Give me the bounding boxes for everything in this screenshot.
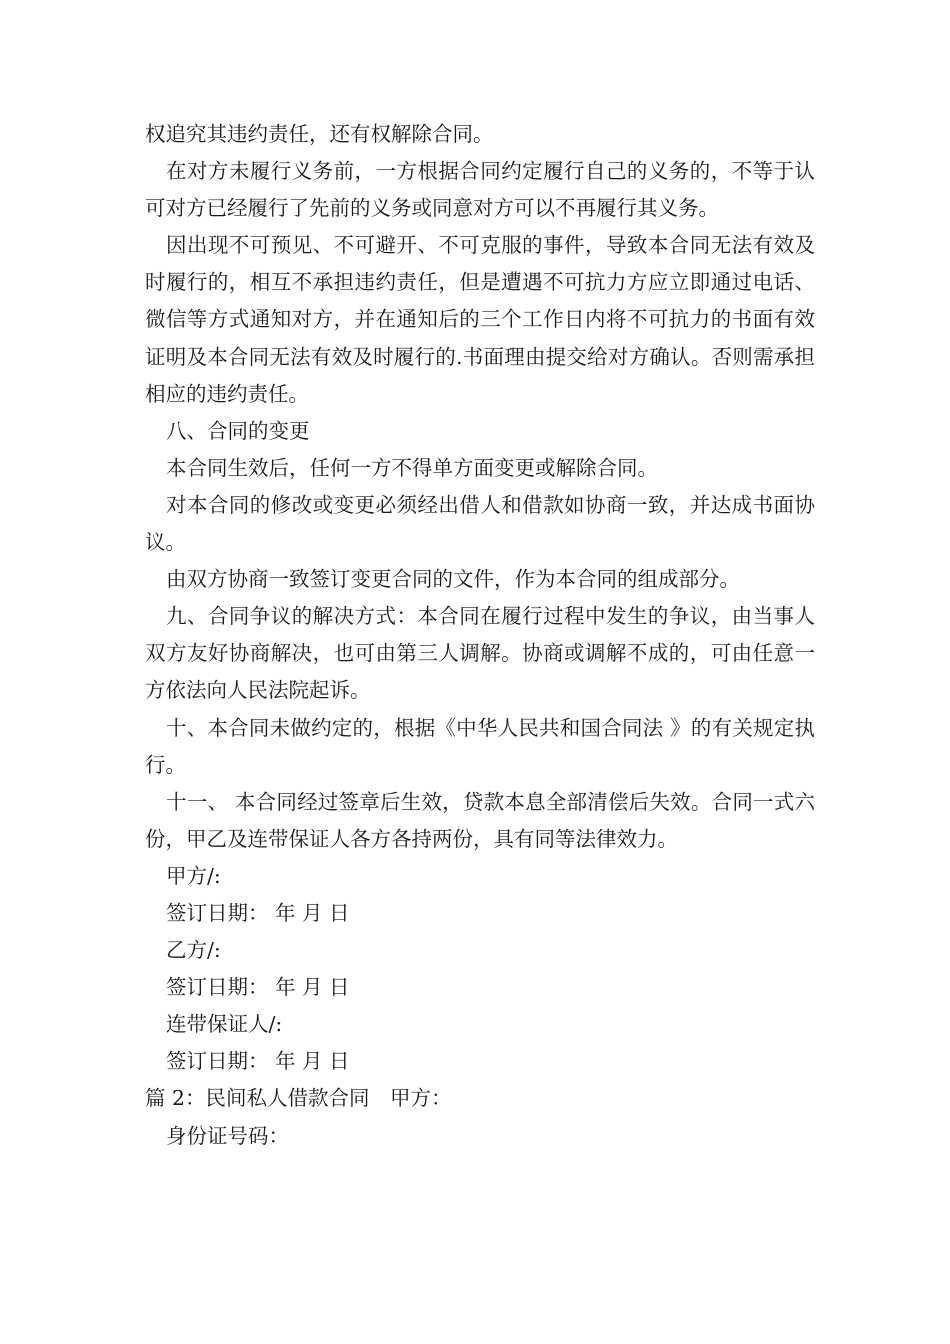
document-body	[145, 116, 815, 1155]
id-number-line: 身份证号码：	[166, 1123, 289, 1148]
party-a-sign-date: 签订日期： 年 月 日	[166, 900, 350, 925]
guarantor-signature-line: 连带保证人/:	[166, 1012, 283, 1037]
guarantor-sign-date: 签订日期： 年 月 日	[166, 1049, 350, 1074]
party-b-signature-line: 乙方/:	[166, 938, 221, 963]
paragraph-effectiveness: 十一、 本合同经过签章后生效，贷款本息全部清偿后失效。合同一式六份，甲乙及连带保证人各方各持两份，具有同等法律效力。	[145, 789, 815, 851]
paragraph-breach-rights: 权追究其违约责任，还有权解除合同。	[145, 122, 494, 146]
paragraph-dispute-resolution: 九、合同争议的解决方式：本合同在履行过程中发生的争议，由当事人双方友好协商解决，也可由第三人调解。协商或调解不成的，可由任意一方依法向人民法院起诉。	[145, 604, 815, 703]
paragraph-no-unilateral-change: 本合同生效后，任何一方不得单方面变更或解除合同。	[166, 455, 658, 480]
party-a-signature-line: 甲方/:	[166, 863, 221, 888]
party-b-sign-date: 签订日期： 年 月 日	[166, 975, 350, 1000]
section-heading-contract-change: 八、合同的变更	[166, 418, 310, 443]
paragraph-force-majeure: 因出现不可预见、不可避开、不可克服的事件，导致本合同无法有效及时履行的，相互不承担违约责任，但是遭遇不可抗力方应立即通过电话、微信等方式通知对方，并在通知后的三个工作日内将不可抗力的书面有效证明及本合同无法有效及时履行的.书面理由提交给对方确认。否则需承担相应的违约责任。	[145, 233, 815, 406]
paragraph-performance: 在对方未履行义务前，一方根据合同约定履行自己的义务的，不等于认可对方已经履行了先前的义务或同意对方可以不再履行其义务。	[145, 159, 815, 221]
paragraph-contract-law: 十、本合同未做约定的，根据《中华人民共和国合同法 》的有关规定执行。	[145, 715, 815, 777]
paragraph-change-documents: 由双方协商一致签订变更合同的文件，作为本合同的组成部分。	[166, 567, 740, 592]
paragraph-modification-agreement: 对本合同的修改或变更必须经出借人和借款如协商一致，并达成书面协议。	[145, 492, 815, 555]
article-2-title: 篇 2：民间私人借款合同 甲方：	[145, 1086, 452, 1111]
